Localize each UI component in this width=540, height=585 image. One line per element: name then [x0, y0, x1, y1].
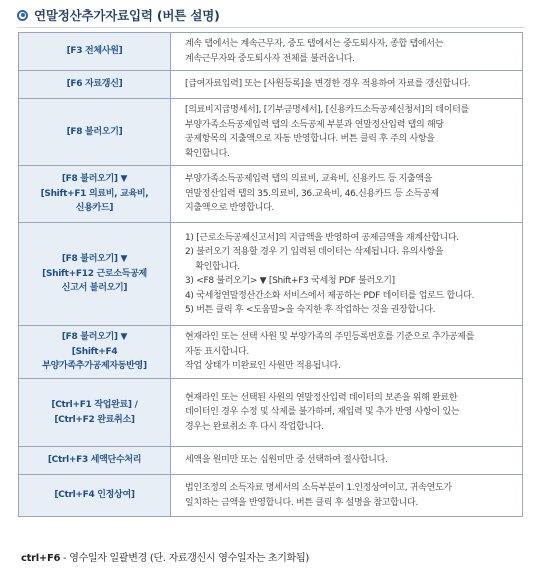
footer-note [21, 549, 309, 564]
button-guide-body [19, 33, 523, 517]
description-line: 계속 탭에서는 계속근무자, 중도 탭에서는 중도퇴사자, 종합 탭에서는 [185, 39, 444, 49]
button-guide-table [18, 32, 523, 517]
button-key-cell [19, 326, 171, 379]
button-key-label: [Shift+F1 의료비, 교육비, [40, 188, 149, 199]
description-line: 2) 불러오기 적용할 경우 기 입력된 데이터는 삭제됩니다. 유의사항을 [185, 247, 444, 257]
button-key-cell [19, 379, 171, 447]
description-line: [의료비지급명세서], [기부금명세서], [신용카드소득공제신청서]의 데이터를 [185, 105, 469, 115]
button-key-label: [Ctrl+F2 완료취소] [54, 414, 135, 425]
description-line: 4) 국세청연말정산간소화 서비스에서 제공하는 PDF 데이터를 업로드 합니다. [185, 290, 475, 301]
guide-row [19, 447, 523, 475]
button-key-cell [19, 223, 171, 326]
button-key-label: [F8 불러오기] ▼ [61, 174, 128, 185]
description-cell [171, 379, 523, 447]
description-line: 계속근무자와 중도퇴사자 전체를 불러옵니다. [185, 53, 355, 64]
guide-row [19, 223, 523, 326]
description-line: 세액을 원미만 또는 십원미만 중 선택하여 절사합니다. [185, 455, 388, 466]
description-line: 자동 표시합니다. [185, 346, 249, 357]
description-line: 5) 버튼 클릭 후 <도움말>을 숙지한 후 작업하는 것을 권장합니다. [185, 305, 436, 315]
footer-text: - 영수일자 일괄변경 (단. 자료갱신시 영수일자는 초기화됨) [60, 553, 309, 564]
button-key-label: [F6 자료갱신] [66, 79, 123, 90]
button-key-cell [19, 33, 171, 71]
button-key-label: [F3 전체사원] [66, 46, 123, 57]
page-title [17, 5, 220, 25]
guide-row [19, 33, 523, 71]
guide-row [19, 379, 523, 447]
title-divider [17, 27, 525, 28]
description-cell [171, 475, 523, 517]
footer-shortcut: ctrl+F6 [21, 553, 61, 564]
description-cell [171, 223, 523, 326]
button-key-cell [19, 447, 171, 475]
description-line: 현재라인 또는 선택 사원 및 부양가족의 주민등록번호를 기준으로 추가공제를 [185, 332, 475, 343]
button-key-label: [F8 불러오기] [66, 126, 123, 137]
description-cell [171, 447, 523, 475]
button-key-label: [Shift+F12 근로소득공제 [42, 268, 147, 279]
description-cell [171, 166, 523, 223]
button-key-label: [F8 불러오기] ▼ [61, 254, 128, 265]
description-line: 지출액으로 반영합니다. [185, 203, 275, 214]
description-line: 데이터인 경우 수정 및 삭제를 불가하며, 재입력 및 추가 반영 사항이 있는 [185, 407, 460, 418]
description-line: 일치하는 금액을 반영합니다. 버튼 클릭 후 설명을 참고합니다. [185, 497, 418, 508]
guide-row [19, 99, 523, 166]
page-title-text: 연말정산추가자료입력 (버튼 설명) [34, 8, 220, 23]
description-line: 3) <F8 불러오기> ▼ [Shift+F3 국세청 PDF 불러오기] [185, 276, 395, 286]
guide-row [19, 166, 523, 223]
description-line: 연말정산입력 탭의 35.의료비, 36.교육비, 46.신용카드 등 소득공제 [185, 188, 439, 199]
description-cell [171, 326, 523, 379]
description-cell [171, 99, 523, 166]
description-line: 부양가족소득공제입력 탭의 소득공제 부분과 연말정산입력 탭의 해당 [185, 119, 444, 130]
circle-bullet-icon [17, 10, 28, 21]
description-line: 부양가족소득공제입력 탭의 의료비, 교육비, 신용카드 등 지출액을 [185, 174, 433, 185]
description-line: 작업 상태가 미완료인 사원만 적용됩니다. [185, 361, 341, 372]
button-key-label: [Shift+F4 [71, 346, 118, 357]
guide-row [19, 71, 523, 99]
description-cell [171, 33, 523, 71]
description-cell [171, 71, 523, 99]
button-key-cell [19, 71, 171, 99]
button-key-label: 신용카드] [75, 203, 114, 214]
guide-row [19, 475, 523, 517]
button-key-cell [19, 166, 171, 223]
description-line: 확인합니다. [185, 148, 230, 159]
description-line: 확인합니다. [185, 261, 240, 272]
guide-row [19, 326, 523, 379]
button-key-label: [Ctrl+F1 작업완료] / [51, 400, 138, 410]
button-key-label: [Ctrl+F4 인정상여] [54, 490, 135, 501]
description-line: [급여자료입력] 또는 [사원등록]을 변경한 경우 적용하여 자료를 갱신합니다. [185, 79, 471, 90]
button-key-label: [F8 불러오기] ▼ [61, 332, 128, 343]
description-line: 1) [근로소득공제신고서]의 지급액을 반영하여 공제금액을 재계산합니다. [185, 232, 459, 243]
description-line: 경우는 완료취소 후 다시 작업합니다. [185, 421, 324, 432]
description-line: 현재라인 또는 선택된 사원의 연말정산입력 데이터의 보존을 위해 완료한 [185, 392, 458, 403]
button-key-label: 부양가족추가공제자동반영] [42, 361, 147, 372]
description-line: 법인조정의 소득자료 명세서의 소득부분이 1.인정상여이고, 귀속연도가 [185, 483, 452, 493]
button-key-cell [19, 99, 171, 166]
button-key-label: 신고서 불러오기] [61, 283, 128, 294]
button-key-cell [19, 475, 171, 517]
button-key-label: [Ctrl+F3 세액단수처리 [47, 455, 142, 466]
description-line: 공제항목의 지출액으로 자동 반영합니다. 버튼 클릭 후 주의 사항을 [185, 134, 435, 144]
